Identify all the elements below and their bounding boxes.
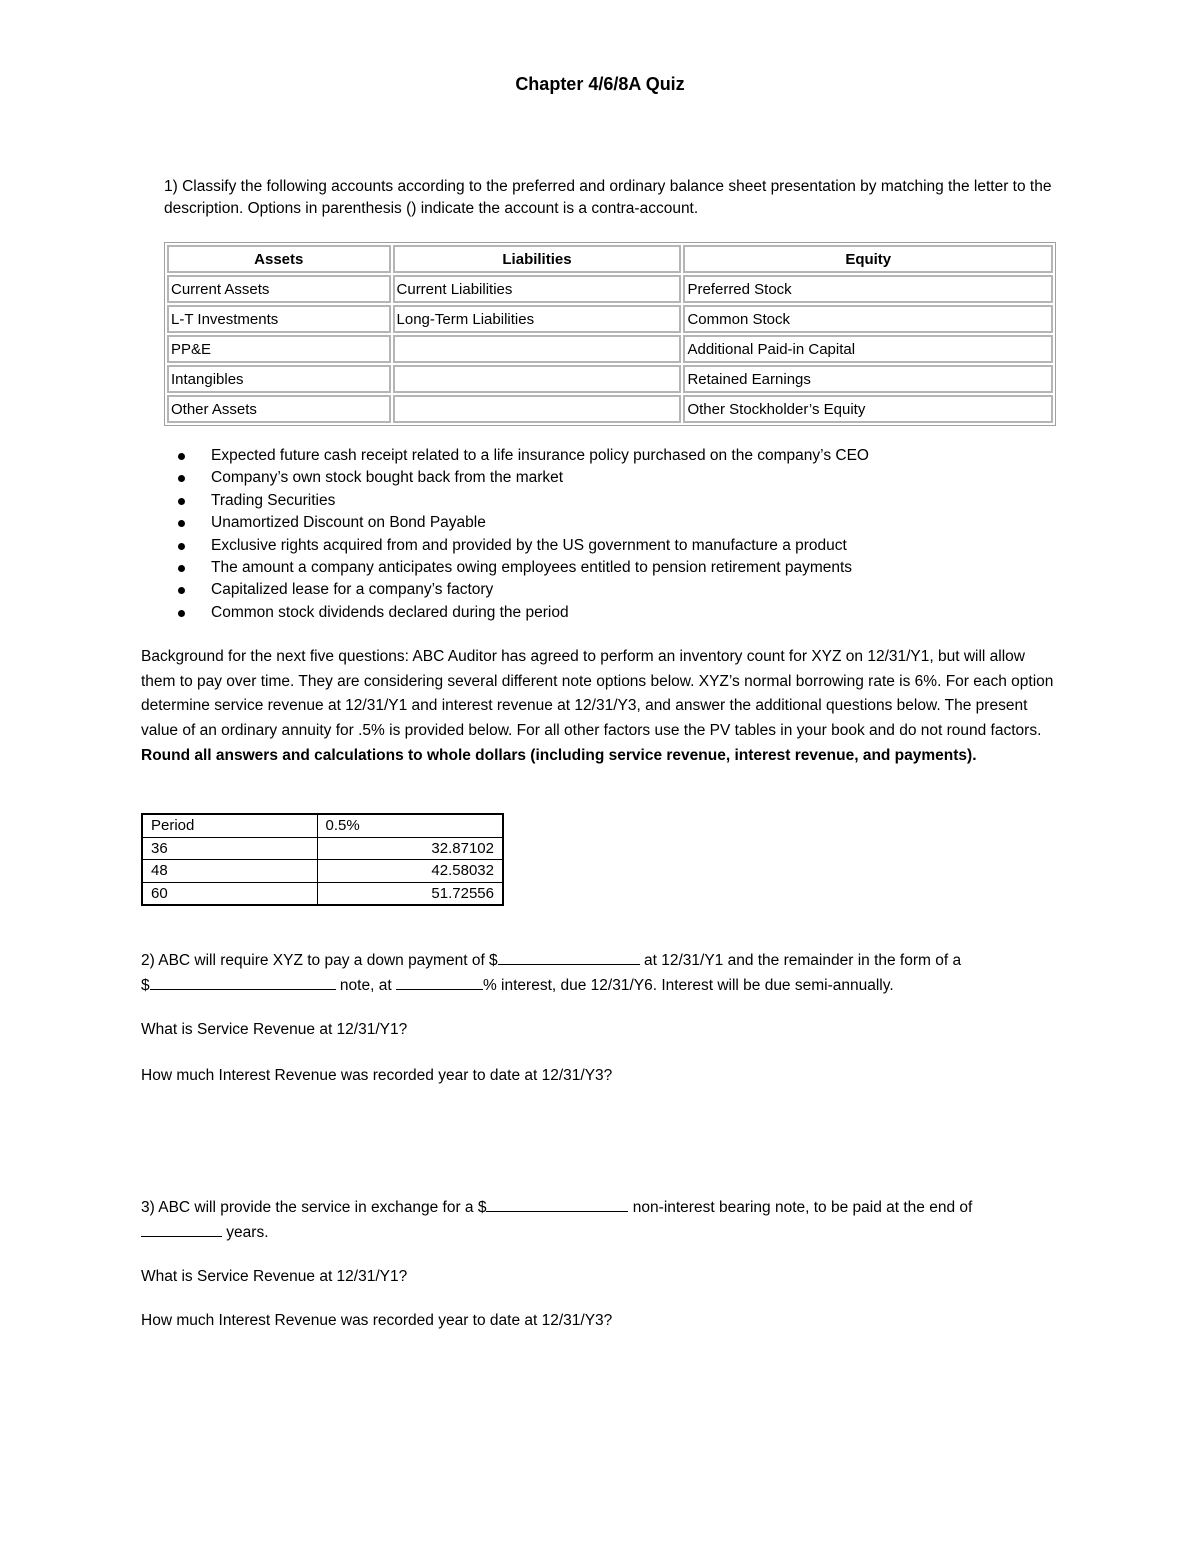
table-cell: 51.72556 [317, 882, 503, 905]
header-equity: Equity [683, 245, 1053, 273]
background-paragraph: Background for the next five questions: ABC Auditor has agreed to perform an inventory count for XYZ on 12/31/Y1, but will allow them to pay over time. They are considering several different note options below. XYZ’s normal borrowing rate is 6%. For each option determine service revenue at 12/31/Y1 and interest revenue at 12/31/Y3, and answer the additional questions below. The present value of an ordinary annuity for .5% is provided below. For all other factors use the PV tables in your book and do not round factors. Round all answers and calculations to whole dollars (including service revenue, interest revenue, and payments). [141, 648, 1054, 764]
bullet-icon [178, 475, 185, 482]
table-cell: 42.58032 [317, 860, 503, 883]
question-2-text: 2) ABC will require XYZ to pay a down payment of $ at 12/31/Y1 and the remainder in the form of a $ note, at % interest, due 12/31/Y6. Interest will be due semi-annually. [141, 948, 1056, 998]
rounding-instruction: Round all answers and calculations to whole dollars (including service revenue, interest revenue, and payments). [141, 746, 977, 764]
question-3-interest-revenue: How much Interest Revenue was recorded year to date at 12/31/Y3? [141, 1312, 613, 1329]
table-row [167, 365, 1053, 393]
header-assets: Assets [167, 245, 391, 273]
table-cell: Long-Term Liabilities [393, 305, 682, 333]
table-row [167, 275, 1053, 303]
pv-annuity-table [141, 813, 504, 906]
list-item: Expected future cash receipt related to a life insurance policy purchased on the company’s CEO [178, 445, 1058, 467]
table-cell: Current Assets [167, 275, 391, 303]
question-2-interest-revenue: How much Interest Revenue was recorded year to date at 12/31/Y3? [141, 1067, 613, 1084]
table-cell: 48 [142, 860, 317, 883]
list-item: Trading Securities [178, 490, 1058, 512]
bullet-icon [178, 453, 185, 460]
list-item: The amount a company anticipates owing employees entitled to pension retirement payments [178, 557, 1058, 579]
table-header-row [167, 245, 1053, 273]
table-row [167, 395, 1053, 423]
bullet-icon [178, 587, 185, 594]
table-row [167, 305, 1053, 333]
header-liabilities: Liabilities [393, 245, 682, 273]
table-cell: Retained Earnings [683, 365, 1053, 393]
table-row [142, 882, 503, 905]
page-title: Chapter 4/6/8A Quiz [515, 74, 685, 94]
balance-sheet-table [164, 242, 1056, 426]
question-3-service-revenue: What is Service Revenue at 12/31/Y1? [141, 1268, 408, 1285]
note-face-value-blank[interactable] [486, 1195, 628, 1212]
table-cell: Additional Paid-in Capital [683, 335, 1053, 363]
header-period: Period [142, 814, 317, 837]
question-3-text: 3) ABC will provide the service in exchange for a $ non-interest bearing note, to be paid at the end of years. [141, 1195, 1056, 1245]
list-item: Unamortized Discount on Bond Payable [178, 512, 1058, 534]
question-1-text: 1) Classify the following accounts according to the preferred and ordinary balance sheet presentation by matching the letter to the description. Options in parenthesis () indicate the account is a contra-account. [164, 178, 1052, 217]
table-cell [393, 335, 682, 363]
table-row [142, 860, 503, 883]
interest-rate-blank[interactable] [396, 973, 483, 990]
table-cell [393, 365, 682, 393]
years-blank[interactable] [141, 1220, 222, 1237]
list-item: Common stock dividends declared during the period [178, 602, 1058, 624]
table-cell: 32.87102 [317, 837, 503, 860]
table-header-row [142, 814, 503, 837]
list-item: Exclusive rights acquired from and provided by the US government to manufacture a product [178, 535, 1058, 557]
table-row [142, 837, 503, 860]
bullet-icon [178, 543, 185, 550]
down-payment-blank[interactable] [498, 948, 640, 965]
table-cell: Other Stockholder’s Equity [683, 395, 1053, 423]
list-item: Company’s own stock bought back from the market [178, 467, 1058, 489]
table-cell: Intangibles [167, 365, 391, 393]
table-row [167, 335, 1053, 363]
account-description-list [178, 445, 1058, 624]
bullet-icon [178, 610, 185, 617]
bullet-icon [178, 520, 185, 527]
table-cell: 36 [142, 837, 317, 860]
table-cell: Common Stock [683, 305, 1053, 333]
bullet-icon [178, 565, 185, 572]
table-cell: L-T Investments [167, 305, 391, 333]
question-2-service-revenue: What is Service Revenue at 12/31/Y1? [141, 1021, 408, 1038]
table-cell: Other Assets [167, 395, 391, 423]
table-cell: Preferred Stock [683, 275, 1053, 303]
table-cell: Current Liabilities [393, 275, 682, 303]
list-item: Capitalized lease for a company’s factory [178, 579, 1058, 601]
table-cell: 60 [142, 882, 317, 905]
header-rate: 0.5% [317, 814, 503, 837]
table-cell: PP&E [167, 335, 391, 363]
note-amount-blank[interactable] [150, 973, 336, 990]
bullet-icon [178, 498, 185, 505]
table-cell [393, 395, 682, 423]
